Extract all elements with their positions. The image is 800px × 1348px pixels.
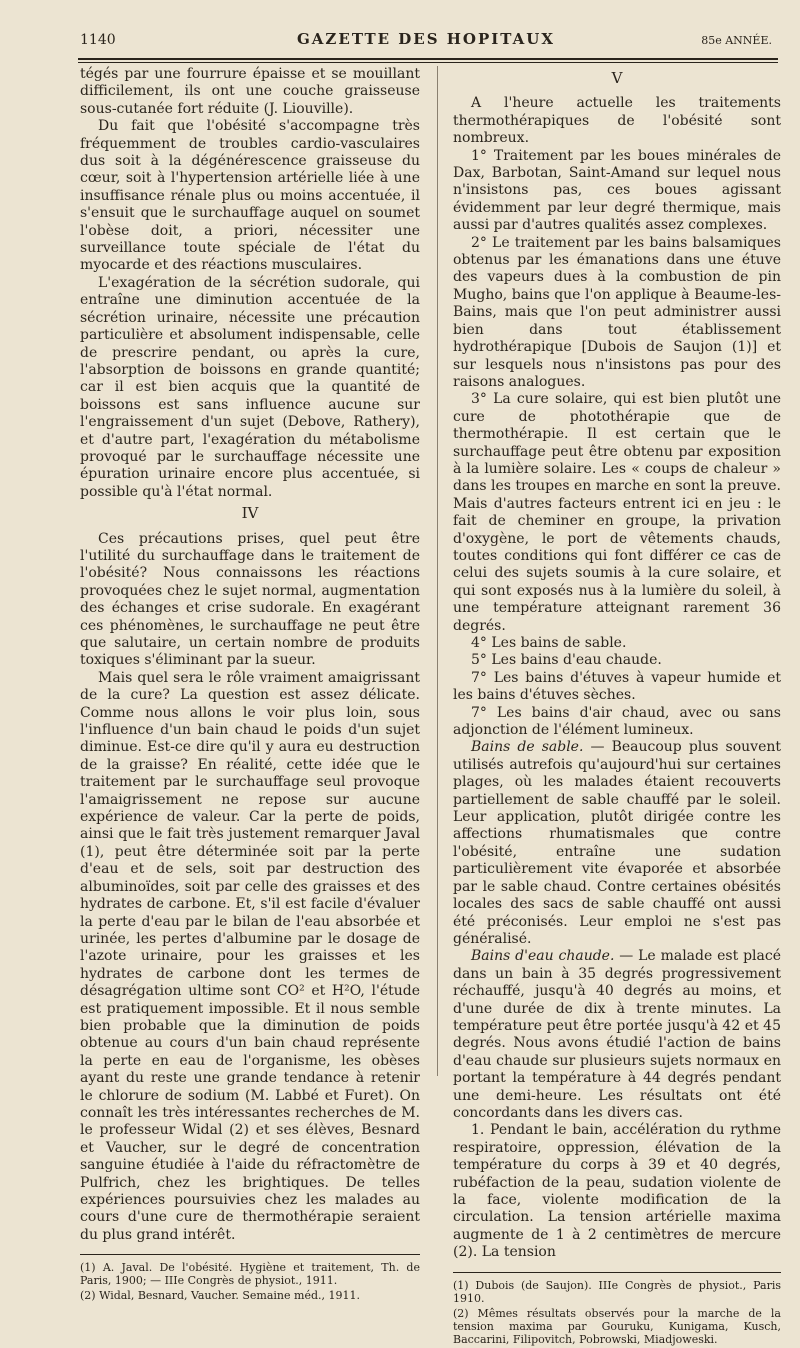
footnote-rule [453,1272,781,1273]
paragraph: A l'heure actuelle les traitements thermothérapiques de l'obésité sont nombreux. [453,95,781,147]
subheading: Bains d'eau chaude. [471,948,615,965]
column-divider [437,66,438,1076]
paragraph: 5° Les bains d'eau chaude. [471,652,662,669]
paragraph [453,948,781,1122]
paragraph: 7° Les bains d'étuves à vapeur humide et les bains d'étuves sèches. [453,669,781,704]
paragraph: 7° Les bains d'air chaud, avec ou sans adjonction de l'élément lumineux. [453,704,781,739]
page-number: 1140 [80,32,116,48]
footnote: (2) Mêmes résultats observés pour la marche de la tension maxima par Gouruku, Kunigama, Kusch, Baccarini, Filipovitch, Pobrowski, Miadjoweski. [453,1306,781,1346]
paragraph-text: — Beaucoup plus souvent utilisés autrefois qu'aujourd'hui sur certaines plages, où les malades étaient recouverts partiellement de sable chauffé par le soleil. Leur application, plutôt dirigée contre les affections rhumatismales que contre l'obésité, entraîne une sudation particulièrement vite évaporée et absorbée par le sable chaud. Contre certaines obésités locales des sacs de sable chauffé ont aussi été préconisés. Leur emploi ne s'est pas généralisé. [453,739,782,947]
paragraph: 2° Le traitement par les bains balsamiques obtenus par les émanations dans une étuve des vapeurs dues à la combustion de pin Mugho, bains que l'on applique à Beaume-les-Bains, mais que l'on peut administrer aussi bien dans tout établissement hydrothérapique [Dubois de Saujon (1)] et sur lesquels nous n'insistons pas pour des raisons analogues. [453,234,781,390]
paragraph: 4° Les bains de sable. [471,635,627,651]
subheading: Bains de sable. [471,739,584,756]
left-column [80,66,420,1304]
header-rule [78,58,778,60]
footnotes [80,1261,420,1302]
paragraph: 3° La cure solaire, qui est bien plutôt une cure de photothérapie que de thermothérapie. Il est certain que le surchauffage peut être obtenu par exposition à la lumière solaire. Les « coups de chaleur » dans les troupes en marche en sont la preuve. Mais d'autres facteurs entrent ici en jeu : le fait de cheminer en groupe, la privation d'oxygène, le port de vêtements chauds, toutes conditions qui font différer ce cas de celui des sujets soumis à la cure solaire, et qui sont exposés nus à la lumière du soleil, à une température atteignant rarement 36 degrés. [453,391,781,634]
volume-year: 85e ANNÉE. [701,34,772,47]
footnote: (1) Dubois (de Saujon). IIIe Congrès de physiot., Paris 1910. [453,1278,781,1305]
right-column [453,66,781,1348]
paragraph: Du fait que l'obésité s'accompagne très fréquemment de troubles cardio-vasculaires dus soit à la dégénérescence graisseuse du cœur, soit à l'hypertension artérielle liée à une insuffisance rénale plus ou moins accentuée, il s'ensuit que le surchauffage auquel on soumet l'obèse doit, a priori, nécessiter une surveillance toute spéciale de l'état du myocarde et des réactions musculaires. [80,118,420,274]
paragraph [453,739,781,948]
paragraph: tégés par une fourrure épaisse et se mouillant difficilement, ils ont une couche graisseuse sous-cutanée fort réduite (J. Liouville). [80,66,420,117]
footnote: (1) A. Javal. De l'obésité. Hygiène et traitement, Th. de Paris, 1900; — IIIe Congrès de physiot., 1911. [80,1261,420,1288]
paragraph: Ces précautions prises, quel peut être l'utilité du surchauffage dans le traitement de l'obésité? Nous connaissons les réactions provoquées chez le sujet normal, augmentation des échanges et crise sudorale. En exagérant ces phénomènes, le surchauffage ne peut être que salutaire, un certain nombre de produits toxiques s'éliminant par la sueur. [80,530,420,669]
paragraph: 1° Traitement par les boues minérales de Dax, Barbotan, Saint-Amand sur lequel nous n'insistons pas, ces boues agissant évidemment par leur degré thermique, mais aussi par d'autres qualités assez complexes. [453,147,781,234]
footnotes [453,1279,781,1346]
section-heading: IV [241,504,259,523]
paragraph: Mais quel sera le rôle vraiment amaigrissant de la cure? La question est assez délicate. Comme nous allons le voir plus loin, sous l'influence d'un bain chaud le poids d'un sujet diminue. Est-ce dire qu'il y aura eu destruction de la graisse? En réalité, cette idée que le traitement par le surchauffage seul provoque l'amaigrissement ne repose sur aucune expérience de valeur. Car la perte de poids, ainsi que le fait très justement remarquer Javal (1), peut être déterminée soit par la perte d'eau et de sels, soit par destruction des albuminoïdes, soit par celle des graisses et des hydrates de carbone. Et, s'il est facile d'évaluer la perte d'eau par le bilan de l'eau absorbée et urinée, les pertes d'albumine par le dosage de l'azote urinaire, pour les graisses et les hydrates de carbone dont les termes de désagrégation ultime sont CO² et H²O, l'étude est pratiquement impossible. Et il nous semble bien probable que la diminution de poids obtenue au cours d'un bain chaud représente la perte en eau de l'organisme, les obèses ayant du reste une grande tendance à retenir le chlorure de sodium (M. Labbé et Furet). On connaît les très intéressantes recherches de M. le professeur Widal (2) et ses élèves, Besnard et Vaucher, sur le degré de concentration sanguine étudiée à l'aide du réfractomètre de Pulfrich, chez les brightiques. De telles expériences poursuivies chez les malades au cours d'une cure de thermothérapie seraient du plus grand intérêt. [80,669,420,1243]
journal-title: GAZETTE DES HOPITAUX [296,30,555,48]
section-heading: V [611,69,623,87]
footnote: (2) Widal, Besnard, Vaucher. Semaine méd., 1911. [80,1289,360,1303]
header-rule-thin [78,62,778,63]
paragraph: L'exagération de la sécrétion sudorale, qui entraîne une diminution accentuée de la sécrétion urinaire, nécessite une précaution particulière et absolument indispensable, celle de prescrire pendant, ou après la cure, l'absorption de boissons en grande quantité; car il est bien acquis que la quantité de boissons est sans influence aucune sur l'engraissement d'un sujet (Debove, Rathery), et d'autre part, l'exagération du métabolisme provoqué par le surchauffage nécessite une épuration urinaire encore plus accentuée, si possible qu'à l'état normal. [80,274,420,500]
footnote-rule [80,1254,420,1255]
page-header [80,30,772,54]
paragraph-text: — Le malade est placé dans un bain à 35 degrés progressivement réchauffé, jusqu'à 40 degrés au moins, et d'une durée de dix à trente minutes. La température peut être portée jusqu'à 42 et 45 degrés. Nous avons étudié l'action de bains d'eau chaude sur plusieurs sujets normaux en portant la température à 44 degrés pendant une demi-heure. Les résultats ont été concordants dans les divers cas. [453,948,781,1121]
paragraph: 1. Pendant le bain, accélération du rythme respiratoire, oppression, élévation de la température du corps à 39 et 40 degrés, rubéfaction de la peau, sudation violente de la face, violente modification de la circulation. La tension artérielle maxima augmente de 1 à 2 centimètres de mercure (2). La tension [453,1122,781,1261]
